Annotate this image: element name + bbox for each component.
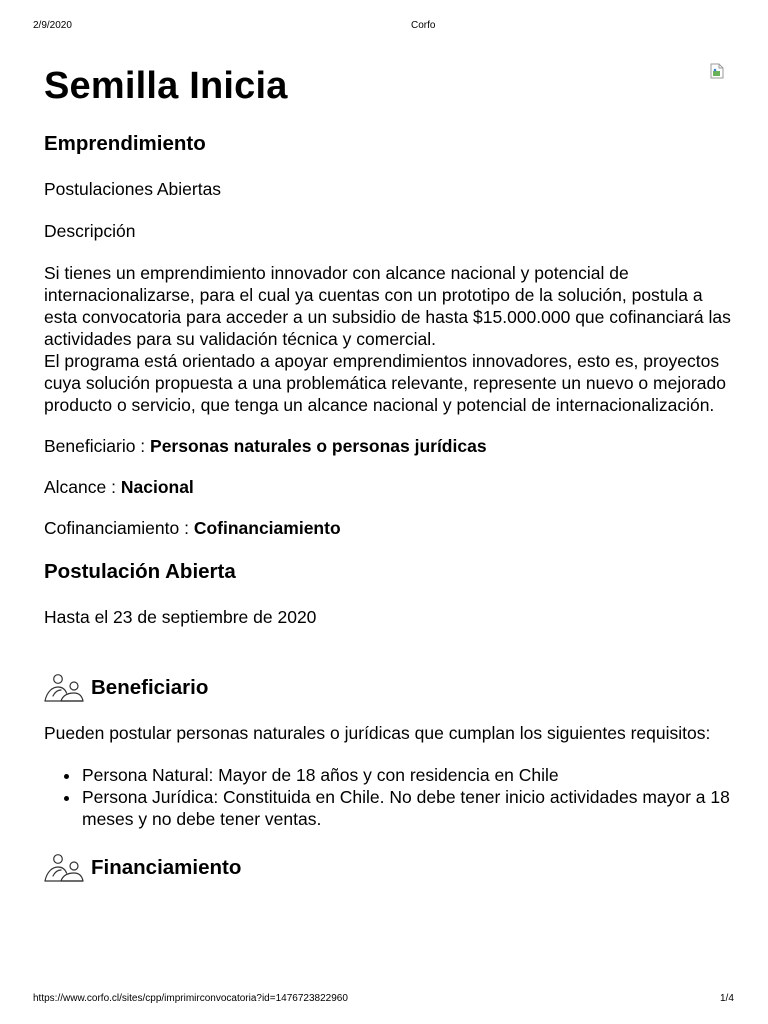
- description-label: Descripción: [44, 221, 136, 241]
- page-number: 1/4: [720, 993, 734, 1004]
- description-paragraph-2: El programa está orientado a apoyar emprendimientos innovadores, esto es, proyectos cuya solución propuesta a una problemática relevante, represente un nuevo o mejorado producto o servicio, que tenga un alcance nacional y potencial de internacionalización.: [44, 351, 726, 415]
- print-date: 2/9/2020: [33, 20, 72, 31]
- section-financiamiento-title: Financiamiento: [91, 856, 242, 879]
- description-paragraph-1: Si tienes un emprendimiento innovador con alcance nacional y potencial de internacionalizarse, para el cual ya cuentas con un prototipo de la solución, postula a esta convocatoria para acceder a un subsidio de hasta $15.000.000 que cofinanciará las actividades para su validación técnica y comercial.: [44, 263, 731, 349]
- cofinancing-line: [44, 517, 734, 539]
- deadline-text: Hasta el 23 de septiembre de 2020: [44, 607, 317, 627]
- page-title: Semilla Inicia: [44, 65, 288, 107]
- list-item: • Persona Natural: Mayor de 18 años y con residencia en Chile: [81, 764, 734, 786]
- requirements-list: [44, 764, 734, 830]
- print-header-title: Corfo: [411, 20, 436, 31]
- description-block: [44, 262, 734, 416]
- people-icon: [44, 854, 84, 882]
- scope-label: Alcance :: [44, 477, 121, 497]
- footer-url: https://www.corfo.cl/sites/cpp/imprimirconvocatoria?id=1476723822960: [33, 993, 348, 1004]
- category-heading: Emprendimiento: [44, 132, 206, 155]
- people-icon: [44, 674, 84, 702]
- list-item: • Persona Jurídica: Constituida en Chile. No debe tener inicio actividades mayor a 18 meses y no debe tener ventas.: [81, 786, 734, 830]
- open-call-heading: Postulación Abierta: [44, 560, 236, 583]
- beneficiario-intro: Pueden postular personas naturales o jurídicas que cumplan los siguientes requisitos:: [44, 723, 711, 743]
- beneficiary-line: [44, 435, 734, 457]
- section-beneficiario-heading: [44, 674, 734, 702]
- cofinancing-value: Cofinanciamiento: [193, 518, 341, 538]
- section-financiamiento-heading: [44, 854, 734, 882]
- status-text: Postulaciones Abiertas: [44, 179, 222, 199]
- section-beneficiario-title: Beneficiario: [91, 676, 209, 699]
- scope-value: Nacional: [120, 477, 194, 497]
- beneficiary-value: Personas naturales o personas jurídicas: [150, 436, 487, 456]
- main-content: [44, 58, 734, 882]
- scope-line: [44, 476, 734, 498]
- cofinancing-label: Cofinanciamiento :: [44, 518, 194, 538]
- beneficiary-label: Beneficiario :: [44, 436, 151, 456]
